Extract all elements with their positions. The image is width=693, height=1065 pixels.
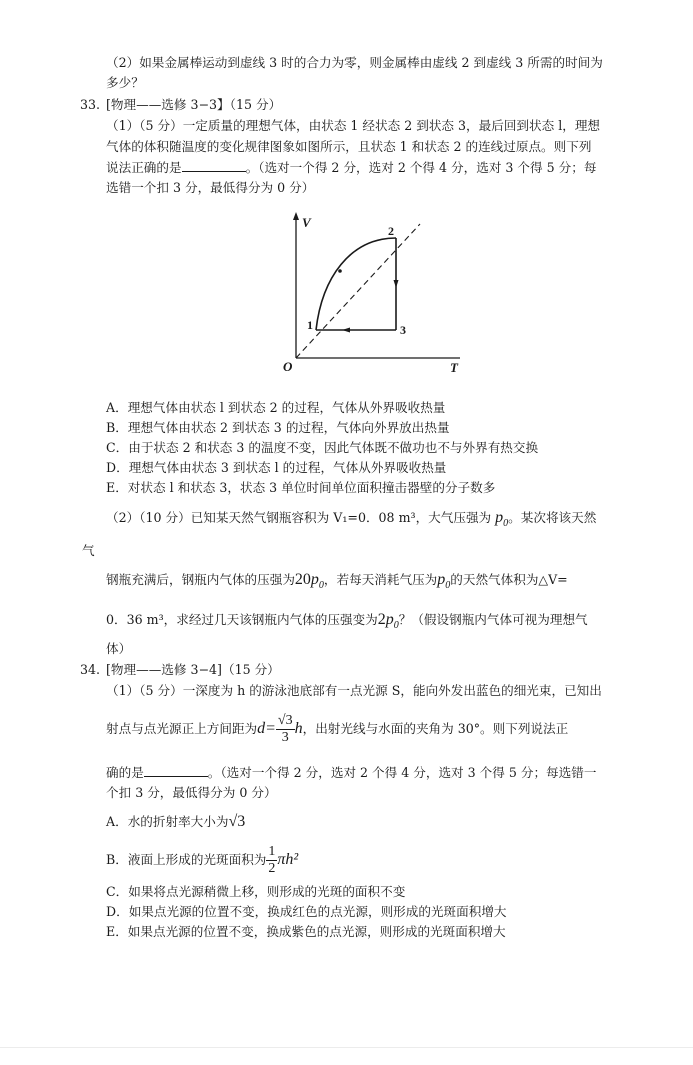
point-3-label: 3 (400, 323, 406, 337)
q33-p2-line3-b: ，若每天消耗气压为 (323, 572, 438, 587)
p0-symbol-2: $p_0$ (437, 571, 451, 592)
curve-arrow-icon (338, 269, 342, 273)
q34-p1-line2-end: ，出射光线与水面的夹角为 30°。则下列说法正 (302, 721, 569, 736)
q33-p2-line3-a: 钢瓶充满后，钢瓶内气体的压强为 (106, 572, 295, 587)
down-arrow-icon (394, 280, 399, 288)
sqrt3-symbol: √3 (228, 813, 246, 830)
d-symbol: d= (257, 720, 276, 737)
q32-part2-line1: （2）如果金属棒运动到虚线 3 时的合力为零，则金属棒由虚线 2 到虚线 3 所需的时间为 (106, 55, 603, 70)
page-bottom-divider (0, 1047, 693, 1048)
q33-p2-line3-c: 的天然气体积为△V= (450, 572, 568, 587)
point-2-label: 2 (388, 224, 394, 238)
q33-number: 33. (80, 97, 101, 112)
v-axis-label: V (302, 215, 311, 230)
one-half-fraction: $\frac{1}{2}$ (268, 844, 276, 876)
point-1-label: 1 (307, 318, 313, 332)
q33-option-d: D．理想气体由状态 3 到状态 l 的过程，气体从外界吸收热量 (106, 460, 447, 475)
dashed-origin-line (296, 224, 420, 358)
h-symbol: h (294, 720, 303, 737)
curve-1-to-2 (316, 238, 396, 330)
q33-p1-line3-start: 说法正确的是 (106, 160, 182, 175)
q34-option-d: D．如果点光源的位置不变，换成红色的点光源，则形成的光斑面积增大 (106, 904, 507, 919)
q34-p1-line4: 个扣 3 分，最低得分为 0 分） (106, 785, 277, 800)
q33-p2-line3 (106, 571, 568, 595)
q34-p1-line2-start: 射点与点光源正上方间距为 (106, 721, 258, 736)
q34-option-c: C．如果将点光源稍微上移，则形成的光斑的面积不变 (106, 884, 406, 899)
v-axis-arrow-icon (293, 212, 299, 220)
q34-p1-line3-start: 确的是 (106, 765, 144, 780)
q33-p1-line2: 气体的体积随温度的变化规律图象如图所示，且状态 1 和状态 2 的连线过原点。则下列 (106, 139, 592, 154)
q33-p1-line3 (106, 159, 596, 177)
t-axis-label: T (450, 360, 458, 375)
q33-p2-line2: 气 (82, 543, 95, 558)
q33-option-b: B．理想气体由状态 2 到状态 3 的过程，气体向外界放出热量 (106, 420, 450, 435)
q33-option-e: E．对状态 l 和状态 3，状态 3 单位时间单位面积撞击器壁的分子数多 (106, 480, 496, 495)
q33-p2-line1 (106, 509, 596, 533)
2p0-symbol: $2p_0$ (377, 611, 399, 632)
p0-symbol: $p_0$ (495, 509, 509, 530)
q33-p2-line1-start: （2）（10 分）已知某天然气钢瓶容积为 V₁=0．08 m³，大气压强为 (106, 510, 492, 525)
q34-number: 34. (80, 662, 101, 677)
q34-header: [物理——选修 3−4]（15 分） (106, 662, 280, 677)
answer-blank (182, 159, 246, 172)
q33-header: [物理——选修 3−3】（15 分） (106, 97, 282, 112)
q34-option-e: E．如果点光源的位置不变，换成紫色的点光源，则形成的光斑面积增大 (106, 924, 506, 939)
pi-h-squared: πh² (277, 851, 299, 868)
q34-option-b: B．液面上形成的光斑面积为 $\frac{1}{2}$ πh² (106, 844, 299, 876)
q33-option-c: C．由于状态 2 和状态 3 的温度不变，因此气体既不做功也不与外界有热交换 (106, 440, 539, 455)
v-t-diagram (270, 208, 470, 378)
left-arrow-icon (342, 328, 350, 333)
q33-p1-line4: 选错一个扣 3 分，最低得分为 0 分） (106, 180, 315, 195)
q34-p1-line3-end: 。（选对一个得 2 分，选对 2 个得 4 分，选对 3 个得 5 分；每选错一 (207, 765, 597, 780)
q34-option-a: A．水的折射率大小为√3 (106, 813, 246, 830)
q33-p1-line3-end: 。（选对一个得 2 分，选对 2 个得 4 分，选对 3 个得 5 分；每 (245, 160, 597, 175)
origin-label: O (283, 359, 293, 374)
q33-p2-line4-b: ？（假设钢瓶内气体可视为理想气 (398, 612, 588, 627)
q33-option-a: A．理想气体由状态 l 到状态 2 的过程，气体从外界吸收热量 (106, 400, 446, 415)
q33-p1-line1: （1）（5 分）一定质量的理想气体，由状态 1 经状态 2 到状态 3，最后回到状态 l，理想 (106, 118, 601, 133)
sqrt3-over-3-fraction: $\frac{√3}{3}$ (277, 713, 293, 745)
q32-part2-line2: 多少？ (106, 75, 144, 90)
q33-p2-line5: 体） (106, 641, 132, 656)
20p0-symbol: $20p_0$ (294, 571, 324, 592)
answer-blank-2 (144, 764, 208, 777)
q33-p2-line1-end: 。某次将该天然 (508, 510, 597, 525)
q34-p1-line3 (106, 764, 596, 782)
q33-p2-line4 (106, 611, 588, 635)
q33-p2-line4-a: 0．36 m³，求经过几天该钢瓶内气体的压强变为 (106, 612, 378, 627)
q34-p1-line1: （1）（5 分）一深度为 h 的游泳池底部有一点光源 S，能向外发出蓝色的细光束，已知出 (106, 683, 602, 698)
q34-p1-line2 (106, 712, 568, 746)
